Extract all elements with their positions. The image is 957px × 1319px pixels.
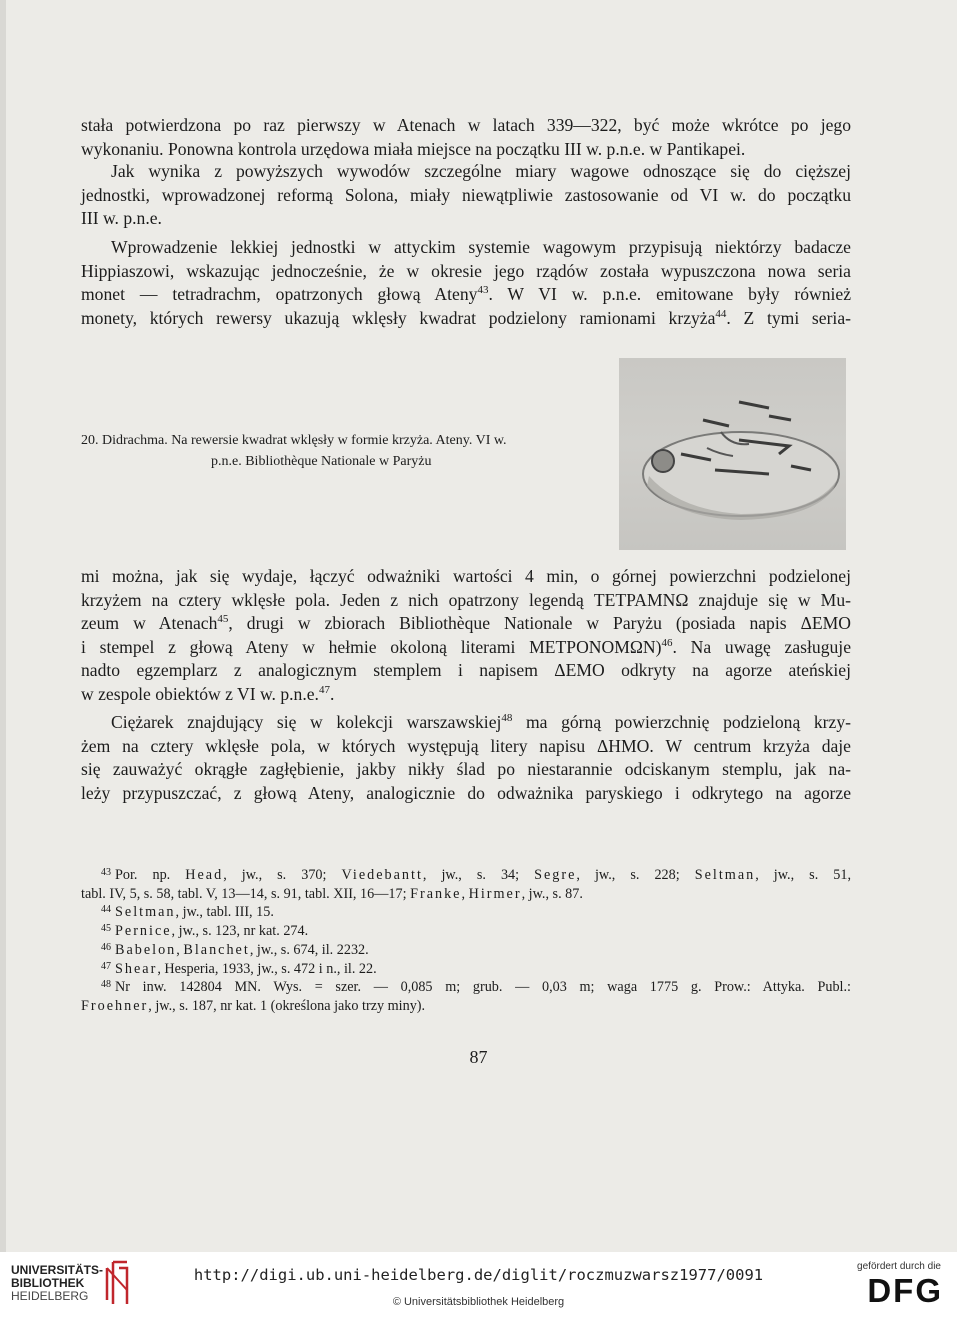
text-run: i stempel z głową Ateny w hełmie okoloną literami ΜΕΤΡΟΝΟΜΩΝ) — [81, 636, 662, 657]
footnote-number: 43 — [101, 867, 111, 878]
footnote-text: , jw., tabl. III, 15. — [175, 904, 274, 921]
footnote-48-continued — [81, 997, 851, 1016]
footnote-text: , jw., s. 370; — [223, 867, 342, 883]
text-run: . W VI w. p.n.e. emitowane były również — [488, 284, 852, 305]
footnote-number: 46 — [101, 941, 111, 953]
text-line — [81, 612, 851, 636]
text-line: nadto egzemplarz z analogicznym stemplem i napisem ΔΕΜΟ odkryty na agorze ateńskiej — [81, 660, 851, 681]
caption-line: 20. Didrachma. Na rewersie kwadrat wklęsły w formie krzyża. Ateny. VI w. — [81, 433, 507, 448]
footnote-ref[interactable]: 46 — [661, 636, 673, 649]
dfg-logo[interactable]: DFG — [867, 1272, 943, 1309]
author-name: Segre — [534, 867, 577, 883]
footnote-text: , jw., s. 187, nr kat. 1 (określona jako trzy miny). — [148, 997, 426, 1014]
author-name: Shear — [115, 960, 158, 977]
author-name: Pernice — [115, 923, 172, 940]
footnote-48 — [81, 978, 851, 997]
paragraph-3 — [81, 236, 851, 330]
library-name-line: HEIDELBERG — [11, 1289, 89, 1303]
footnote-43 — [81, 866, 851, 885]
footnote-text: , jw., s. 34; — [422, 867, 535, 883]
text-run: ma górną powierzchnię podzieloną krzy- — [512, 712, 851, 732]
footnote-text: , — [461, 885, 469, 902]
text-run: zeum w Atenach — [81, 613, 218, 634]
text-line: się zauważyć okrągłe zagłębienie, jakby nikły ślad po niestarannie odciskanym stemplu, jak na- — [81, 759, 851, 780]
text-line — [81, 636, 851, 660]
text-line — [81, 711, 851, 735]
paragraph-2 — [81, 160, 851, 231]
footnote-number: 48 — [101, 979, 111, 991]
footnote-text: , jw., s. 123, nr kat. 274. — [171, 923, 309, 940]
text-line: żem na cztery wklęsłe pola, w których występują litery napisu ΔΗΜΟ. W centrum krzyża daje — [81, 735, 851, 756]
page-number: 87 — [469, 1047, 488, 1067]
author-name: Hirmer — [468, 885, 522, 902]
footnote-45 — [81, 922, 851, 941]
author-name: Froehner — [81, 997, 149, 1014]
funding-label: gefördert durch die — [857, 1261, 941, 1272]
copyright-notice: © Universitätsbibliothek Heidelberg — [392, 1296, 565, 1308]
text-line: krzyżem na cztery wklęsłe pola. Jeden z nich opatrzony legendą ΤΕΤΡΑΜΝΩ znajduje się w Mu- — [81, 589, 851, 610]
coin-punch-mark — [652, 450, 674, 472]
footnote-ref[interactable]: 45 — [217, 613, 229, 626]
author-name: Franke — [410, 885, 462, 902]
author-name: Viedebantt — [341, 867, 423, 883]
text-run: . — [329, 683, 335, 704]
footnotes — [81, 866, 851, 1016]
library-name-line: UNIVERSITÄTS- — [11, 1263, 104, 1277]
text-line — [81, 283, 851, 307]
footnote-46 — [81, 941, 851, 960]
footnote-ref[interactable]: 47 — [318, 683, 330, 696]
coin-drawing — [619, 358, 846, 550]
author-name: Head — [185, 867, 224, 883]
text-line: III w. p.n.e. — [81, 208, 162, 229]
paragraph-5 — [81, 711, 851, 805]
footnote-text: Por. np. — [115, 867, 186, 883]
author-name: Seltman — [694, 867, 756, 883]
text-line — [81, 683, 851, 707]
paragraph-1 — [81, 114, 851, 161]
coin-photograph — [619, 358, 846, 550]
text-run: monet — tetradrachm, opatrzonych głową Ateny — [81, 284, 478, 305]
text-line: Wprowadzenie lekkiej jednostki w attyckim systemie wagowym przypisują niektórzy badacze — [111, 237, 851, 257]
footnote-text: tabl. IV, 5, s. 58, tabl. V, 13—14, s. 91, tabl. XII, 16—17; — [81, 885, 411, 902]
text-line — [81, 307, 851, 331]
footnote-number: 47 — [101, 960, 111, 972]
text-run: Ciężarek znajdujący się w kolekcji warszawskiej — [111, 712, 502, 732]
footnote-43-continued — [81, 885, 851, 904]
caption-line: p.n.e. Bibliothèque Nationale w Paryżu — [211, 454, 432, 469]
text-run: , drugi w zbiorach Bibliothèque Nationale w Paryżu (posiada napis ΔΕΜΟ — [228, 613, 851, 634]
footnote-text: , jw., s. 87. — [521, 885, 583, 902]
text-line: wykonaniu. Ponowna kontrola urzędowa miała miejsce na początku III w. p.n.e. w Pantikapei. — [81, 138, 746, 159]
footnote-text: , Hesperia, 1933, jw., s. 472 i n., il. 22. — [157, 960, 377, 977]
text-line: jednostki, wprowadzonej reformą Solona, miały niewątpliwie zastosowanie od VI w. do początku — [81, 184, 851, 205]
footnote-44 — [81, 903, 851, 922]
figure-caption — [81, 430, 611, 472]
source-url-link[interactable]: http://digi.ub.uni-heidelberg.de/diglit/roczmuzwarsz1977/0091 — [193, 1266, 764, 1284]
footnote-text: , jw., s. 228; — [576, 867, 695, 883]
text-line: stała potwierdzona po raz pierwszy w Atenach w latach 339—322, być może wkrótce po jego — [81, 115, 851, 135]
footnote-ref[interactable]: 44 — [715, 307, 727, 320]
text-run: w zespole obiektów z VI w. p.n.e. — [81, 683, 319, 704]
text-line: mi można, jak się wydaje, łączyć odważniki wartości 4 min, o górnej powierzchni podzielonej — [81, 566, 851, 586]
text-line: leży przypuszczać, z głową Ateny, analogicznie do odważnika paryskiego i odkrytego na agorze — [81, 782, 851, 803]
footnote-47 — [81, 960, 851, 979]
footnote-text: Nr inw. 142804 MN. Wys. = szer. — 0,085 m; grub. — 0,03 m; waga 1775 g. Prow.: Attyka. Publ.: — [115, 979, 851, 996]
text-line: Jak wynika z powyższych wywodów szczególne miary wagowe odnoszące się do cięższej — [111, 161, 851, 181]
footnote-ref[interactable]: 48 — [501, 712, 513, 724]
author-name: Blanchet — [183, 941, 250, 958]
viewer-footer — [0, 1252, 957, 1319]
footnote-text: , — [176, 941, 184, 958]
text-line: Hippiaszowi, wskazując jednocześnie, że w okresie jego rządów została wypuszczona nowa seria — [81, 260, 851, 281]
footnote-text: , jw., s. 674, il. 2232. — [249, 941, 369, 958]
footnote-text: , jw., s. 51, — [755, 867, 851, 883]
footnote-number: 44 — [101, 904, 111, 916]
footnote-ref[interactable]: 43 — [477, 284, 489, 297]
text-run: . Na uwagę zasługuje — [672, 636, 852, 657]
paragraph-4 — [81, 565, 851, 707]
author-name: Babelon — [115, 941, 177, 958]
library-name-line: BIBLIOTHEK — [11, 1276, 85, 1290]
footnote-number: 45 — [101, 923, 111, 935]
author-name: Seltman — [115, 904, 176, 921]
text-run: . Z tymi seria- — [726, 307, 851, 328]
text-run: monety, których rewersy ukazują wklęsły kwadrat podzielony ramionami krzyża — [81, 307, 716, 328]
